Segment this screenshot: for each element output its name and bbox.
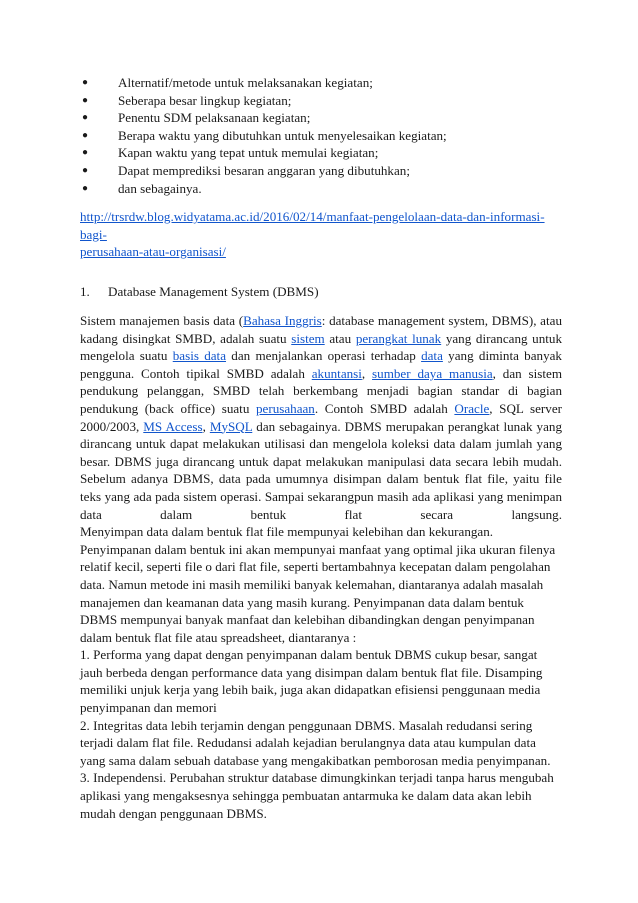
bullet-dot-icon: ● <box>82 164 89 176</box>
list-item <box>80 92 560 110</box>
text-run: yang dirancang untuk mengelola suatu <box>80 330 563 364</box>
link-sistem[interactable]: sistem <box>291 330 325 346</box>
bullet-list <box>80 74 560 197</box>
link-mysql[interactable]: MySQL <box>209 418 253 434</box>
source-url-line-2[interactable]: perusahaan-atau-organisasi/ <box>80 244 226 260</box>
link-perangkat-lunak[interactable]: perangkat lunak <box>355 330 442 346</box>
link-sumber-daya-manusia[interactable]: sumber daya manusia <box>372 365 493 381</box>
bullet-dot-icon: ● <box>82 129 89 141</box>
list-item <box>80 127 560 145</box>
heading-title: Database Management System (DBMS) <box>108 284 319 299</box>
list-item <box>80 180 560 198</box>
list-item <box>80 74 560 92</box>
text-run: , dan sistem pendukung pelanggan, SMBD telah berkembang menjadi bagian standar di bagian pendukung (back office) suatu <box>80 365 562 416</box>
link-bahasa-inggris[interactable]: Bahasa Inggris <box>243 313 322 328</box>
bullet-text: Dapat memprediksi besaran anggaran yang dibutuhkan; <box>118 162 410 178</box>
link-akuntansi[interactable]: akuntansi <box>311 365 362 381</box>
link-ms-access[interactable]: MS Access <box>143 418 203 434</box>
text-run: , SQL server 2000/2003, <box>80 400 562 434</box>
text-run: : database management system, DBMS), atau kadang disingkat SMBD, adalah suatu <box>80 313 562 346</box>
source-url-line-1[interactable]: http://trsrdw.blog.widyatama.ac.id/2016/02/14/manfaat-pengelolaan-data-dan-informasi-bagi- <box>80 209 545 242</box>
bullet-text: Kapan waktu yang tepat untuk memulai kegiatan; <box>118 145 379 161</box>
link-basis-data[interactable]: basis data <box>172 348 227 364</box>
link-oracle[interactable]: Oracle <box>454 400 490 416</box>
section-heading <box>80 283 319 301</box>
bullet-dot-icon: ● <box>82 94 89 106</box>
text-run: atau <box>324 330 356 346</box>
paragraph-item-performa: 1. Performa yang dapat dengan penyimpanan dalam bentuk DBMS cukup besar, sangat jauh berbeda dengan performance data yang disimpan dalam bentuk flat file. Disamping memiliki unjuk kerja yang lebih baik, juga akan didapatkan efisiensi penggunaan media penyimpanan dan memori <box>80 647 543 716</box>
link-data[interactable]: data <box>421 348 443 364</box>
heading-number: 1. <box>80 284 90 299</box>
text-run: Sistem manajemen basis data ( <box>80 313 244 328</box>
list-item <box>80 144 560 162</box>
bullet-text: Seberapa besar lingkup kegiatan; <box>118 92 292 108</box>
list-item <box>80 162 560 180</box>
list-item <box>80 109 560 127</box>
bullet-text: Alternatif/metode untuk melaksanakan kegiatan; <box>118 75 373 90</box>
bullet-text: dan sebagainya. <box>118 180 202 196</box>
bullet-dot-icon: ● <box>82 182 89 194</box>
bullet-dot-icon: ● <box>82 77 89 88</box>
text-run: . Contoh SMBD adalah <box>314 400 455 416</box>
text-run: , <box>202 418 210 434</box>
paragraph-dbms-definition <box>80 312 562 523</box>
paragraph-item-independensi: 3. Independensi. Perubahan struktur database dimungkinkan terjadi tanpa harus mengubah aplikasi yang mengaksesnya sehingga pembuatan antarmuka ke dalam data akan lebih mudah dengan penggunaan DBMS. <box>80 770 554 821</box>
link-perusahaan[interactable]: perusahaan <box>255 400 315 416</box>
text-run: dan menjalankan operasi terhadap <box>226 348 422 364</box>
text-run: , <box>361 365 373 381</box>
bullet-text: Berapa waktu yang dibutuhkan untuk menyelesaikan kegiatan; <box>118 127 447 143</box>
source-url-link[interactable] <box>80 208 562 261</box>
bullet-dot-icon: ● <box>82 112 89 124</box>
bullet-text: Penentu SDM pelaksanaan kegiatan; <box>118 110 311 126</box>
paragraph-flat-file: Menyimpan data dalam bentuk flat file mempunyai kelebihan dan kekurangan. Penyimpanan dalam bentuk ini akan mempunyai manfaat yang optimal jika ukuran filenya relatif kecil, seperti file o dari flat file, seperti bertambahnya kecepatan dalam pengolahan data. Namun metode ini masih memiliki banyak kelemahan, diantaranya adalah masalah manajemen dan keamanan data yang masih kurang. Penyimpanan data dalam bentuk DBMS mempunyai banyak manfaat dan kelebihan dibandingkan dengan penyimpanan dalam bentuk flat file atau spreadsheet, diantaranya : <box>80 524 556 645</box>
body-text <box>80 312 562 822</box>
text-run: yang diminta banyak pengguna. Contoh tipikal SMBD adalah <box>80 348 562 381</box>
text-run: dan sebagainya. DBMS merupakan perangkat lunak yang dirancang untuk dapat melakukan utilisasi dan mengelola koleksi data dalam jumlah yang besar. DBMS juga dirancang untuk dapat melakukan manipulasi data secara lebih mudah. Sebelum adanya DBMS, data pada umumnya disimpan dalam bentuk flat file, yaitu file teks yang ada pada sistem operasi. Sampai sekarangpun masih ada aplikasi yang menimpan data dalam bentuk flat secara langsung. <box>80 418 562 522</box>
bullet-dot-icon: ● <box>82 147 89 159</box>
paragraph-item-integritas: 2. Integritas data lebih terjamin dengan penggunaan DBMS. Masalah redudansi sering terjadi dalam flat file. Redudansi adalah kejadian berulangnya data atau kumpulan data yang sama dalam sebuah database yang mengakibatkan pemborosan media penyimpanan. <box>80 717 551 768</box>
